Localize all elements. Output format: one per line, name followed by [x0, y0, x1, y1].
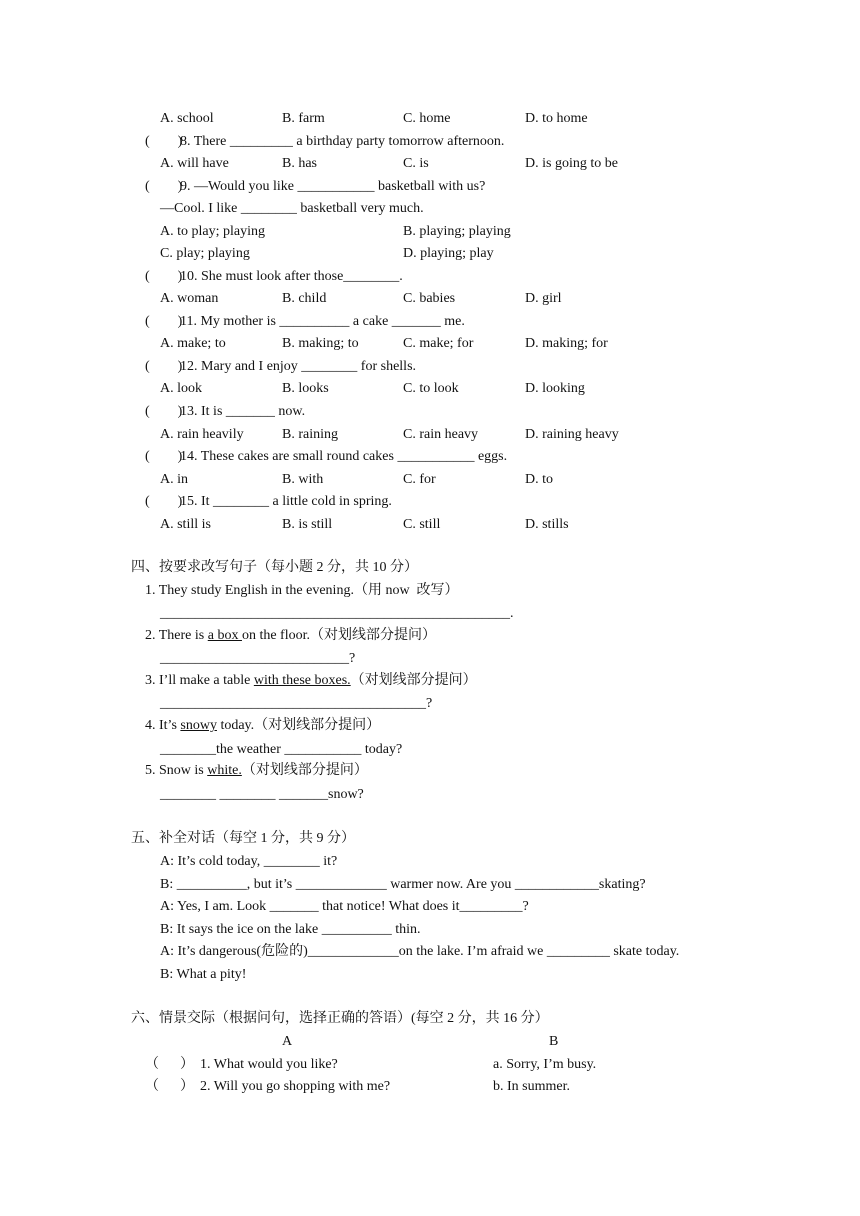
q12-stem: 12. Mary and I enjoy ________ for shells.: [180, 359, 417, 374]
q14-paren: ( ): [145, 449, 183, 464]
q11-option-a: A. make; to: [160, 336, 226, 351]
q11-paren: ( ): [145, 314, 183, 329]
q9-option-b: B. playing; playing: [403, 224, 511, 239]
q12-paren: ( ): [145, 359, 183, 374]
q13-paren: ( ): [145, 404, 183, 419]
section4-item-5-answer-line: ________ ________ _______snow?: [160, 787, 364, 802]
q10-paren: ( ): [145, 269, 183, 284]
section4-item-3: [145, 672, 477, 690]
q13-option-a: A. rain heavily: [160, 427, 244, 442]
q15-paren: ( ): [145, 494, 183, 509]
q9-option-c: C. play; playing: [160, 246, 250, 261]
q10-stem: 10. She must look after those________.: [180, 269, 403, 284]
section5-title: 五、补全对话（每空 1 分，共 9 分）: [131, 831, 355, 846]
q12-option-c: C. to look: [403, 381, 459, 396]
q15-stem: 15. It ________ a little cold in spring.: [180, 494, 392, 509]
q14-option-c: C. for: [403, 472, 436, 487]
q15-option-a: A. still is: [160, 517, 211, 532]
dialogue-line: A: It’s dangerous(危险的)_____________on the lake. I’m afraid we _________ skate today.: [160, 944, 680, 959]
q7-option-b: B. farm: [282, 111, 325, 126]
item-4-underlined: snowy: [180, 718, 217, 733]
item-2-text: 2. There is: [145, 628, 208, 643]
q12-option-a: A. look: [160, 381, 202, 396]
q11-option-d: D. making; for: [525, 336, 608, 351]
q10-option-c: C. babies: [403, 291, 456, 306]
section4-title: 四、按要求改写句子（每小题 2 分，共 10 分）: [131, 560, 418, 575]
q7-option-a: A. school: [160, 111, 214, 126]
q8-option-d: D. is going to be: [525, 156, 618, 171]
q13-stem: 13. It is _______ now.: [180, 404, 306, 419]
dialogue-line: A: It’s cold today, ________ it?: [160, 854, 338, 869]
q14-option-a: A. in: [160, 472, 188, 487]
q11-option-b: B. making; to: [282, 336, 359, 351]
q13-option-b: B. raining: [282, 427, 338, 442]
section4-item-4: [145, 717, 380, 735]
q11-option-c: C. make; for: [403, 336, 474, 351]
q9-stem: 9. —Would you like ___________ basketball with us?: [180, 179, 486, 194]
item-5-instruction: （对划线部分提问）: [241, 763, 368, 778]
match-question: 2. Will you go shopping with me?: [200, 1079, 391, 1094]
section4-item-4-answer-line: ________the weather ___________ today?: [160, 742, 403, 757]
section4-item-1: 1. They study English in the evening.（用 now 改写）: [145, 583, 459, 598]
q14-option-d: D. to: [525, 472, 553, 487]
q7-option-c: C. home: [403, 111, 451, 126]
q8-stem: 8. There _________ a birthday party tomorrow afternoon.: [180, 134, 505, 149]
q8-option-c: C. is: [403, 156, 429, 171]
q15-option-c: C. still: [403, 517, 441, 532]
match-question: 1. What would you like?: [200, 1057, 338, 1072]
q9-option-d: D. playing; play: [403, 246, 494, 261]
q12-option-b: B. looks: [282, 381, 329, 396]
q15-option-d: D. stills: [525, 517, 569, 532]
q13-option-c: C. rain heavy: [403, 427, 479, 442]
q15-option-b: B. is still: [282, 517, 333, 532]
dialogue-line: A: Yes, I am. Look _______ that notice! What does it_________?: [160, 899, 529, 914]
item-2-underlined: a box: [207, 628, 242, 643]
item-5-underlined: white.: [207, 763, 242, 778]
q11-stem: 11. My mother is __________ a cake _______ me.: [180, 314, 465, 329]
match-answer: b. In summer.: [493, 1079, 570, 1094]
item-4-text: 4. It’s: [145, 718, 181, 733]
item-3-instruction: （对划线部分提问）: [350, 673, 477, 688]
q8-paren: ( ): [145, 134, 183, 149]
match-paren: （ ）: [145, 1079, 194, 1094]
dialogue-line: B: __________, but it’s _____________ warmer now. Are you ____________skating?: [160, 877, 646, 892]
section4-item-1-answer-line: __________________________________________________.: [160, 606, 514, 621]
q9-paren: ( ): [145, 179, 183, 194]
item-2-instruction: on the floor.（对划线部分提问）: [241, 628, 436, 643]
match-answer: a. Sorry, I’m busy.: [493, 1057, 597, 1072]
item-3-text: 3. I’ll make a table: [145, 673, 254, 688]
q10-option-a: A. woman: [160, 291, 219, 306]
item-4-instruction: today.（对划线部分提问）: [216, 718, 381, 733]
q9-option-a: A. to play; playing: [160, 224, 265, 239]
section4-item-5: [145, 762, 368, 780]
match-paren: （ ）: [145, 1057, 194, 1072]
column-a-header: A: [282, 1034, 293, 1049]
q10-option-b: B. child: [282, 291, 327, 306]
q10-option-d: D. girl: [525, 291, 562, 306]
section4-item-2-answer-line: ___________________________?: [160, 651, 356, 666]
q14-stem: 14. These cakes are small round cakes ___________ eggs.: [180, 449, 508, 464]
q9-stem-reply: —Cool. I like ________ basketball very much.: [160, 201, 424, 216]
q14-option-b: B. with: [282, 472, 324, 487]
item-3-underlined: with these boxes.: [253, 673, 351, 688]
section4-item-2: [145, 627, 436, 645]
section4-item-3-answer-line: ______________________________________?: [160, 696, 433, 711]
item-5-text: 5. Snow is: [145, 763, 208, 778]
q8-option-b: B. has: [282, 156, 317, 171]
q7-option-d: D. to home: [525, 111, 588, 126]
q13-option-d: D. raining heavy: [525, 427, 619, 442]
column-b-header: B: [549, 1034, 559, 1049]
section6-title: 六、情景交际（根据问句，选择正确的答语）(每空 2 分，共 16 分）: [131, 1011, 549, 1026]
q8-option-a: A. will have: [160, 156, 229, 171]
q12-option-d: D. looking: [525, 381, 585, 396]
dialogue-line: B: What a pity!: [160, 967, 247, 982]
dialogue-line: B: It says the ice on the lake __________ thin.: [160, 922, 421, 937]
